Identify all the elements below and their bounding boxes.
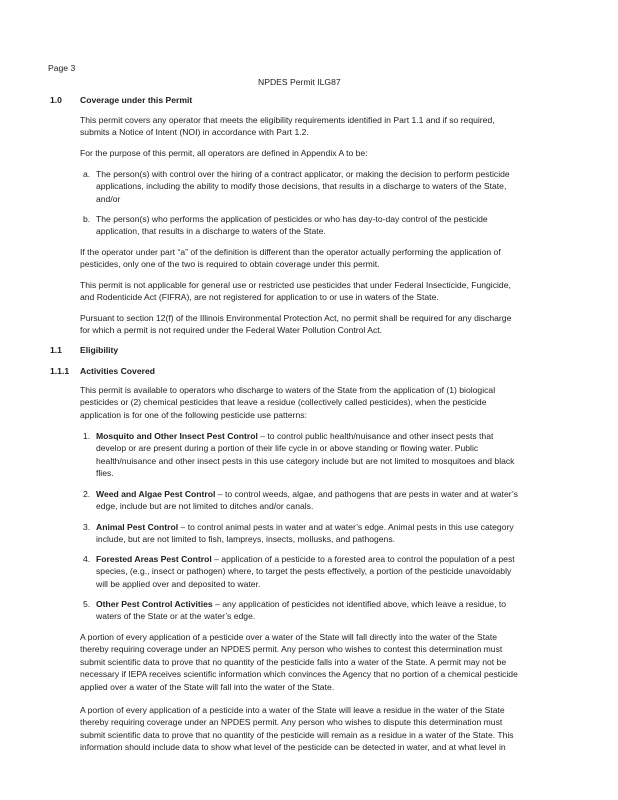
text-line: flies.	[96, 468, 114, 479]
item-lead-title: Weed and Algae Pest Control	[96, 489, 216, 499]
item-lead-title: Animal Pest Control	[96, 522, 179, 532]
text-line: A portion of every application of a pesticide into a water of the State will leave a residue in the water of the State	[80, 705, 505, 715]
section-1-1-heading	[50, 344, 450, 356]
text-line: applications, including the ability to modify those decisions, that results in a discharge to waters of the State,	[96, 181, 507, 192]
text-line: and Rodenticide Act (FIFRA), are not registered for application to or use in waters of the State.	[80, 292, 439, 303]
text-line: pesticides or (2) chemical pesticides that leave a residue (collectively called pesticides), when the pesticide	[80, 397, 487, 408]
section-title: Activities Covered	[80, 366, 155, 376]
text-line	[96, 598, 506, 610]
text-line: health/nuisance and other insect pests in this use category include but are not limited to mosquitoes and black	[96, 455, 515, 466]
text-line: include, but are not limited to fish, lampreys, insects, mollusks, and pathogens.	[96, 534, 396, 545]
paragraph-p7	[80, 631, 518, 693]
text-line	[96, 488, 518, 500]
paragraph-p3	[80, 246, 501, 271]
item-description: – to control animal pests in water and at water’s edge. Animal pests in this use category	[178, 522, 514, 532]
list-marker: 2.	[83, 489, 91, 499]
text-line: The person(s) who performs the application of pesticides or who has day-to-day control of the pesticide	[96, 214, 488, 224]
text-line: develop or are present during a portion of their life cycle in or above standing or flowing water. Public	[96, 443, 479, 454]
paragraph-p2	[80, 147, 368, 159]
list-marker: b.	[83, 214, 91, 224]
list-marker: a.	[83, 169, 91, 179]
text-line: necessary if IEPA receives scientific information which convinces the Agency that no portion of a chemical pesticide	[80, 669, 518, 680]
text-line	[96, 430, 514, 442]
page-number: Page 3	[48, 63, 76, 73]
text-line: A portion of every application of a pesticide over a water of the State will fall directly into the water of the State	[80, 632, 498, 642]
item-description: – to control weeds, algae, and pathogens that are pests in water and at water’s	[215, 489, 518, 499]
text-line: application, that results in a discharge to waters of the State.	[96, 226, 326, 237]
document-title: NPDES Permit ILG87	[258, 77, 341, 87]
text-line: If the operator under part “a” of the definition is different than the operator actually performing the application of	[80, 247, 501, 257]
text-line: application is for one of the following pesticide use patterns:	[80, 409, 307, 420]
list-marker: 5.	[83, 599, 91, 609]
text-line: waters of the State or at the water’s edge.	[96, 611, 256, 622]
item-lead-title: Forested Areas Pest Control	[96, 554, 212, 564]
paragraph-p6	[80, 384, 495, 421]
item-lead-title: Other Pest Control Activities	[96, 599, 213, 609]
text-line: For the purpose of this permit, all operators are defined in Appendix A to be:	[80, 148, 368, 158]
section-title: Eligibility	[80, 345, 119, 355]
text-line: species, (e.g., insect or pathogen) where, to target the pests effectively, a portion of the pesticide unavoidably	[96, 566, 512, 577]
section-title: Coverage under this Permit	[80, 95, 193, 105]
list-marker: 1.	[83, 431, 91, 441]
text-line: This permit covers any operator that meets the eligibility requirements identified in Part 1.1 and if so required,	[80, 115, 495, 125]
list-marker: 3.	[83, 522, 91, 532]
text-line: submit scientific data to prove that no quantity of the pesticide falls into a water of the State. A permit may not be	[80, 656, 507, 667]
text-line: The person(s) with control over the hiring of a contract applicator, or making the decision to perform pesticide	[96, 169, 510, 179]
text-line	[96, 553, 515, 565]
text-line: information should include data to show what level of the pesticide can be detected in water, and at what level in	[80, 742, 506, 753]
section-1-1-1-heading	[50, 365, 450, 377]
item-lead-title: Mosquito and Other Insect Pest Control	[96, 431, 258, 441]
text-line: submits a Notice of Intent (NOI) in accordance with Part 1.2.	[80, 127, 309, 138]
text-line: will be applied over and deposited to water.	[96, 578, 261, 589]
section-number: 1.0	[50, 95, 62, 105]
text-line: for which a permit is not required under the Federal Water Pollution Control Act.	[80, 325, 383, 336]
list-marker: 4.	[83, 554, 91, 564]
text-line: edge, include but are not limited to ditches and/or canals.	[96, 501, 314, 512]
text-line: thereby requiring coverage under an NPDES permit. Any person who wishes to contest this determination must	[80, 644, 503, 655]
paragraph-p4	[80, 279, 511, 304]
paragraph-p8	[80, 704, 514, 754]
paragraph-p1	[80, 114, 495, 139]
section-1-0-heading	[50, 94, 450, 106]
section-number: 1.1	[50, 345, 62, 355]
item-description: – to control public health/nuisance and other insect pests that	[257, 431, 494, 441]
text-line: Pursuant to section 12(f) of the Illinois Environmental Protection Act, no permit shall be required for any discharge	[80, 313, 512, 323]
text-line: This permit is available to operators who discharge to waters of the State from the application of (1) biological	[80, 385, 496, 395]
text-line: submit scientific data to prove that no quantity of the pesticide will remain as a residue in a water of the State. This	[80, 729, 514, 740]
text-line	[96, 521, 514, 533]
text-line: applied over a water of the State will fall into the water of the State.	[80, 681, 335, 692]
text-line: thereby requiring coverage under an NPDES permit. Any person who wishes to dispute this determination must	[80, 717, 503, 728]
item-description: – any application of pesticides not identified above, which leave a residue, to	[212, 599, 507, 609]
item-description: – application of a pesticide to a forested area to control the population of a pest	[211, 554, 515, 564]
section-number: 1.1.1	[50, 366, 70, 376]
paragraph-p5	[80, 312, 511, 337]
text-line: and/or	[96, 193, 121, 204]
text-line: This permit is not applicable for general use or restricted use pesticides that under Federal Insecticide, Fungicide,	[80, 280, 511, 290]
text-line: pesticides, only one of the two is required to obtain coverage under this permit.	[80, 259, 380, 270]
